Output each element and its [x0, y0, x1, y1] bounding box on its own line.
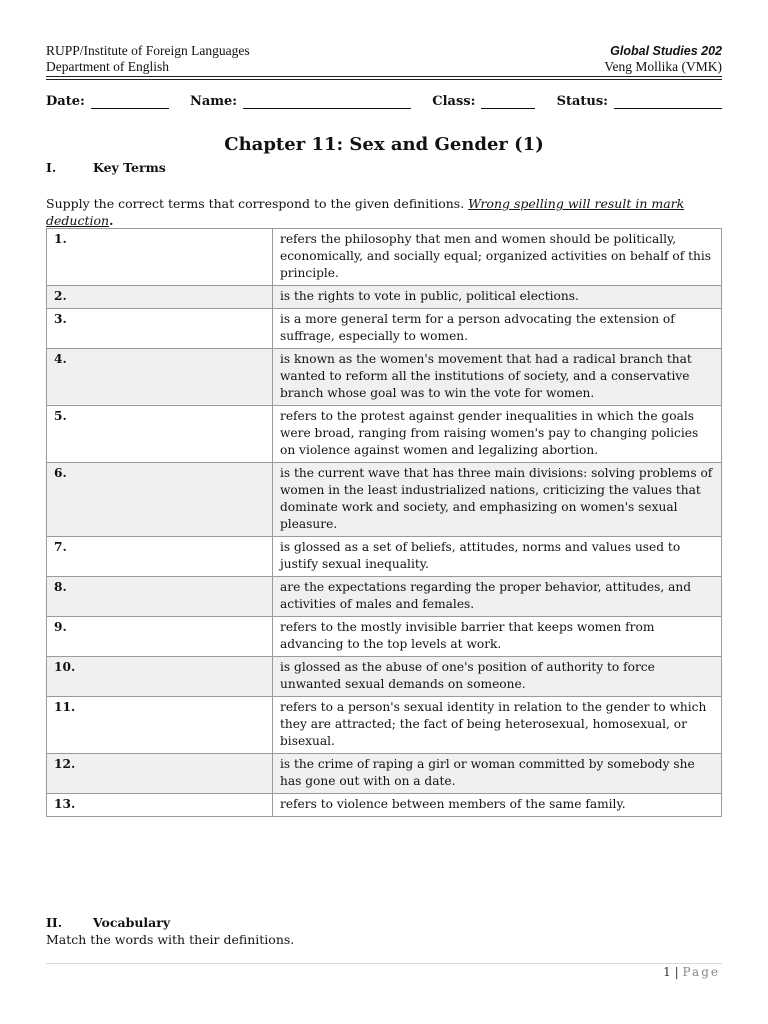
- department-name: Department of English: [46, 59, 169, 74]
- term-definition: is the crime of raping a girl or woman committed by somebody she has gone out with on a date.: [273, 754, 722, 794]
- class-blank[interactable]: [481, 96, 535, 109]
- status-label: Status:: [556, 94, 608, 109]
- section-number: II.: [46, 915, 63, 930]
- term-row: [47, 229, 722, 286]
- term-definition: is known as the women's movement that had a radical branch that wanted to reform all the institutions of society, and a conservative branch whose goal was to win the vote for women.: [273, 349, 722, 406]
- term-answer-cell[interactable]: 4.: [47, 349, 273, 406]
- name-blank[interactable]: [243, 96, 411, 109]
- term-definition: is the current wave that has three main divisions: solving problems of women in the least industrialized nations, criticizing the values that dominate work and society, and emphasizing on women's sexual pleasure.: [273, 463, 722, 537]
- term-row: [47, 577, 722, 617]
- date-field: [46, 94, 169, 109]
- term-definition: refers to a person's sexual identity in relation to the gender to which they are attracted; the fact of being heterosexual, homosexual, or bisexual.: [273, 697, 722, 754]
- instructions-warning: Wrong spelling will result in mark deduction: [46, 196, 685, 228]
- term-row: [47, 657, 722, 697]
- instructions: [46, 195, 710, 229]
- instructor-name: Veng Mollika (VMK): [604, 59, 722, 74]
- term-row: [47, 697, 722, 754]
- section-vocabulary: [46, 915, 170, 930]
- course-name: Global Studies 202: [610, 44, 722, 58]
- term-definition: refers to the mostly invisible barrier that keeps women from advancing to the top levels at work.: [273, 617, 722, 657]
- institution-name: RUPP/Institute of Foreign Languages: [46, 43, 250, 58]
- term-row: [47, 537, 722, 577]
- term-answer-cell[interactable]: 2.: [47, 286, 273, 309]
- class-field: [432, 94, 535, 109]
- term-definition: is glossed as the abuse of one's position of authority to force unwanted sexual demands on someone.: [273, 657, 722, 697]
- term-answer-cell[interactable]: 6.: [47, 463, 273, 537]
- vocabulary-instruction: Match the words with their definitions.: [46, 932, 295, 947]
- instructions-end: .: [109, 213, 114, 228]
- status-field: [557, 94, 722, 109]
- term-row: [47, 794, 722, 817]
- date-label: Date:: [46, 94, 85, 109]
- term-answer-cell[interactable]: 7.: [47, 537, 273, 577]
- name-label: Name:: [189, 94, 238, 109]
- term-answer-cell[interactable]: 11.: [47, 697, 273, 754]
- term-definition: is the rights to vote in public, political elections.: [273, 286, 722, 309]
- term-answer-cell[interactable]: 12.: [47, 754, 273, 794]
- term-row: [47, 463, 722, 537]
- name-field: [190, 94, 411, 109]
- footer-separator: |: [674, 965, 679, 979]
- term-row: [47, 617, 722, 657]
- term-definition: refers to violence between members of the same family.: [273, 794, 722, 817]
- term-answer-cell[interactable]: 10.: [47, 657, 273, 697]
- header-divider: [46, 76, 722, 77]
- term-row: [47, 349, 722, 406]
- student-info-fields: [46, 94, 722, 109]
- term-answer-cell[interactable]: 9.: [47, 617, 273, 657]
- term-definition: are the expectations regarding the proper behavior, attitudes, and activities of males and females.: [273, 577, 722, 617]
- term-row: [47, 754, 722, 794]
- term-answer-cell[interactable]: 3.: [47, 309, 273, 349]
- term-row: [47, 309, 722, 349]
- term-row: [47, 286, 722, 309]
- section-heading: Vocabulary: [93, 915, 171, 930]
- term-definition: is glossed as a set of beliefs, attitudes, norms and values used to justify sexual inequality.: [273, 537, 722, 577]
- term-definition: refers the philosophy that men and women should be politically, economically, and socially equal; organized activities on behalf of this principle.: [273, 229, 722, 286]
- key-terms-table: [46, 228, 722, 817]
- date-blank[interactable]: [91, 96, 169, 109]
- class-label: Class:: [432, 94, 476, 109]
- section-key-terms: [46, 160, 166, 175]
- chapter-title: Chapter 11: Sex and Gender (1): [224, 134, 544, 155]
- term-definition: is a more general term for a person advocating the extension of suffrage, especially to women.: [273, 309, 722, 349]
- footer-divider: [46, 963, 722, 964]
- page-number: 1: [663, 965, 671, 979]
- term-answer-cell[interactable]: 1.: [47, 229, 273, 286]
- section-number: I.: [46, 160, 57, 175]
- term-answer-cell[interactable]: 5.: [47, 406, 273, 463]
- status-blank[interactable]: [614, 96, 722, 109]
- term-row: [47, 406, 722, 463]
- page-label: Page: [682, 965, 720, 979]
- header-divider-double: [46, 79, 722, 80]
- instructions-text: Supply the correct terms that correspond to the given definitions.: [46, 196, 469, 211]
- section-heading: Key Terms: [93, 160, 166, 175]
- header-left: [46, 43, 250, 75]
- page-footer: [663, 965, 720, 979]
- term-answer-cell[interactable]: 13.: [47, 794, 273, 817]
- term-answer-cell[interactable]: 8.: [47, 577, 273, 617]
- term-definition: refers to the protest against gender inequalities in which the goals were broad, ranging from raising women's pay to changing policies on violence against women and legalizing abortion.: [273, 406, 722, 463]
- header-right: [604, 43, 722, 75]
